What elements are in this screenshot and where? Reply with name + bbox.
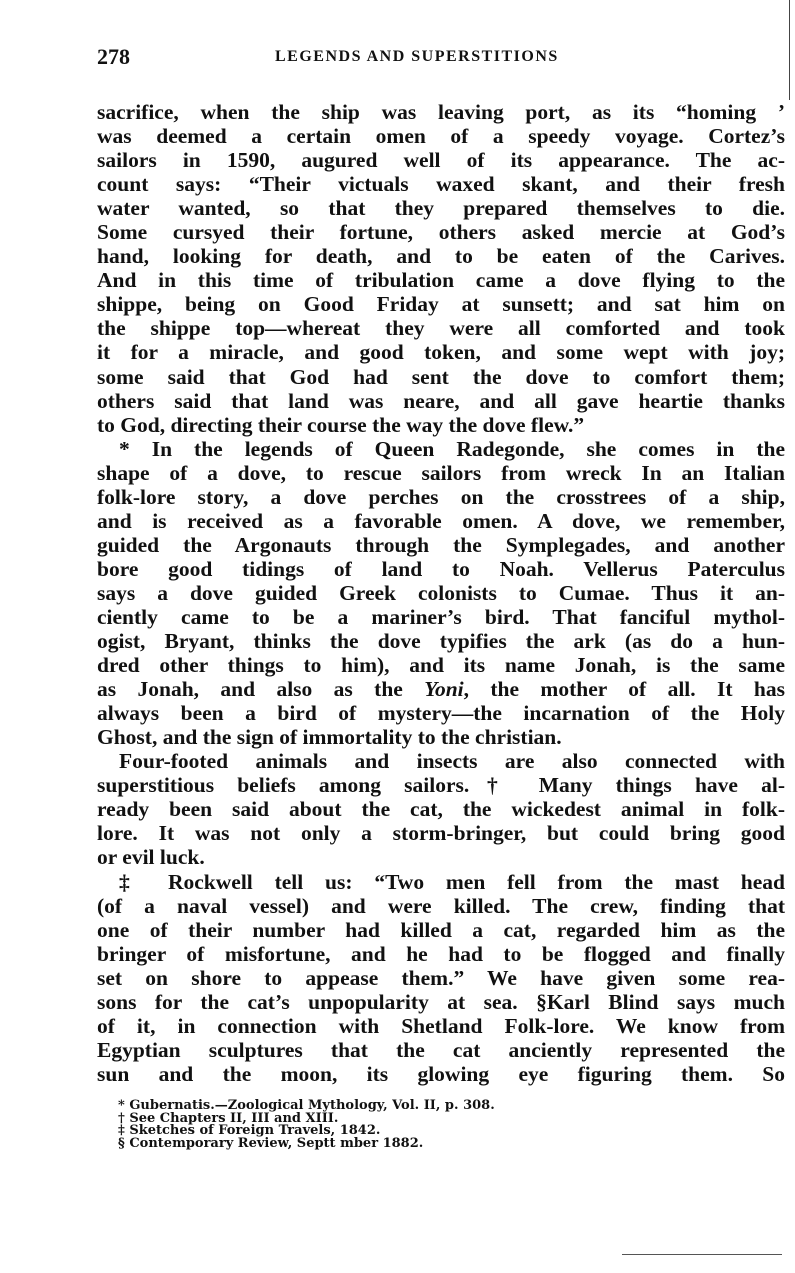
text-line: And in this time of tribulation came a dove flying to the — [97, 268, 785, 293]
text-line: was deemed a certain omen of a speedy voyage. Cortez’s — [97, 124, 785, 149]
text-line: sun and the moon, its glowing eye figuring them. So — [97, 1061, 785, 1086]
text-line: hand, looking for death, and to be eaten of the Carives. — [97, 244, 785, 269]
bottom-rule — [622, 1254, 782, 1255]
footnote: † See Chapters II, III and XIII. — [118, 1110, 339, 1126]
text-line: ciently came to be a mariner’s bird. That fanciful mythol- — [97, 604, 785, 629]
page-edge-line — [789, 0, 790, 100]
footnote: ‡ Sketches of Foreign Travels, 1842. — [118, 1123, 381, 1138]
footnote: § Contemporary Review, Septt mber 1882. — [118, 1135, 424, 1151]
text-line: Some cursyed their fortune, others asked mercie at God’s — [97, 220, 785, 245]
text-line: shippe, being on Good Friday at sunsett; and sat him on — [97, 292, 785, 317]
text-line: ogist, Bryant, thinks the dove typifies the ark (as do a hun- — [97, 629, 785, 654]
text-line: bore good tidings of land to Noah. Vellerus Paterculus — [97, 556, 785, 581]
text-line: lore. It was not only a storm-bringer, but could bring good — [97, 821, 785, 846]
text-line: to God, directing their course the way the dove flew.” — [97, 412, 585, 437]
italic-word: Yoni — [424, 677, 464, 702]
text-line: others said that land was neare, and all gave heartie thanks — [97, 388, 785, 413]
text-line: of it, in connection with Shetland Folk-lore. We know from — [97, 1013, 785, 1038]
body-text — [97, 100, 785, 1086]
text-line: as Jonah, and also as the Yoni, the mother of all. It has — [97, 677, 785, 702]
text-line: Egyptian sculptures that the cat anciently represented the — [97, 1037, 785, 1062]
text-line: Ghost, and the sign of immortality to the christian. — [97, 725, 562, 750]
text-line: dred other things to him), and its name Jonah, is the same — [97, 653, 785, 678]
running-title: LEGENDS AND SUPERSTITIONS — [275, 48, 559, 65]
text-line: Four-footed animals and insects are also connected with — [119, 749, 785, 774]
text-line: sons for the cat’s unpopularity at sea. §Karl Blind says much — [97, 989, 785, 1014]
text-line: sacrifice, when the ship was leaving port, as its “homing ’ — [97, 100, 785, 124]
text-line: shape of a dove, to rescue sailors from wreck In an Italian — [97, 460, 785, 485]
text-line: superstitious beliefs among sailors.† Many things have al- — [97, 773, 785, 798]
text-line: * In the legends of Queen Radegonde, she comes in the — [119, 436, 785, 461]
text-line: count says: “Their victuals waxed skant, and their fresh — [97, 172, 785, 197]
text-line: ‡ Rockwell tell us: “Two men fell from the mast head — [119, 869, 785, 894]
text-line: and is received as a favorable omen. A dove, we remember, — [97, 508, 785, 533]
text-line: or evil luck. — [97, 845, 205, 870]
text-line: guided the Argonauts through the Symplegades, and another — [97, 532, 785, 557]
text-line: ready been said about the cat, the wickedest animal in folk- — [97, 797, 785, 822]
text-line: folk-lore story, a dove perches on the crosstrees of a ship, — [97, 484, 785, 509]
text-line: (of a naval vessel) and were killed. The crew, finding that — [97, 893, 785, 918]
text-line: the shippe top—whereat they were all comforted and took — [97, 316, 785, 341]
text-line: water wanted, so that they prepared themselves to die. — [97, 196, 785, 221]
text-line: always been a bird of mystery—the incarnation of the Holy — [97, 701, 785, 726]
text-line: set on shore to appease them.” We have given some rea- — [97, 965, 785, 990]
text-line: says a dove guided Greek colonists to Cumae. Thus it an- — [97, 580, 785, 605]
footnotes — [118, 1100, 495, 1150]
text-line: sailors in 1590, augured well of its appearance. The ac- — [97, 148, 785, 173]
text-line: it for a miracle, and good token, and some wept with joy; — [97, 340, 785, 365]
page-number: 278 — [97, 44, 130, 69]
text-line: some said that God had sent the dove to comfort them; — [97, 364, 785, 389]
text-line: bringer of misfortune, and he had to be flogged and finally — [97, 941, 785, 966]
footnote: * Gubernatis.—Zoological Mythology, Vol. II, p. 308. — [118, 1098, 495, 1113]
running-header — [97, 44, 787, 74]
text-line: one of their number had killed a cat, regarded him as the — [97, 917, 785, 942]
